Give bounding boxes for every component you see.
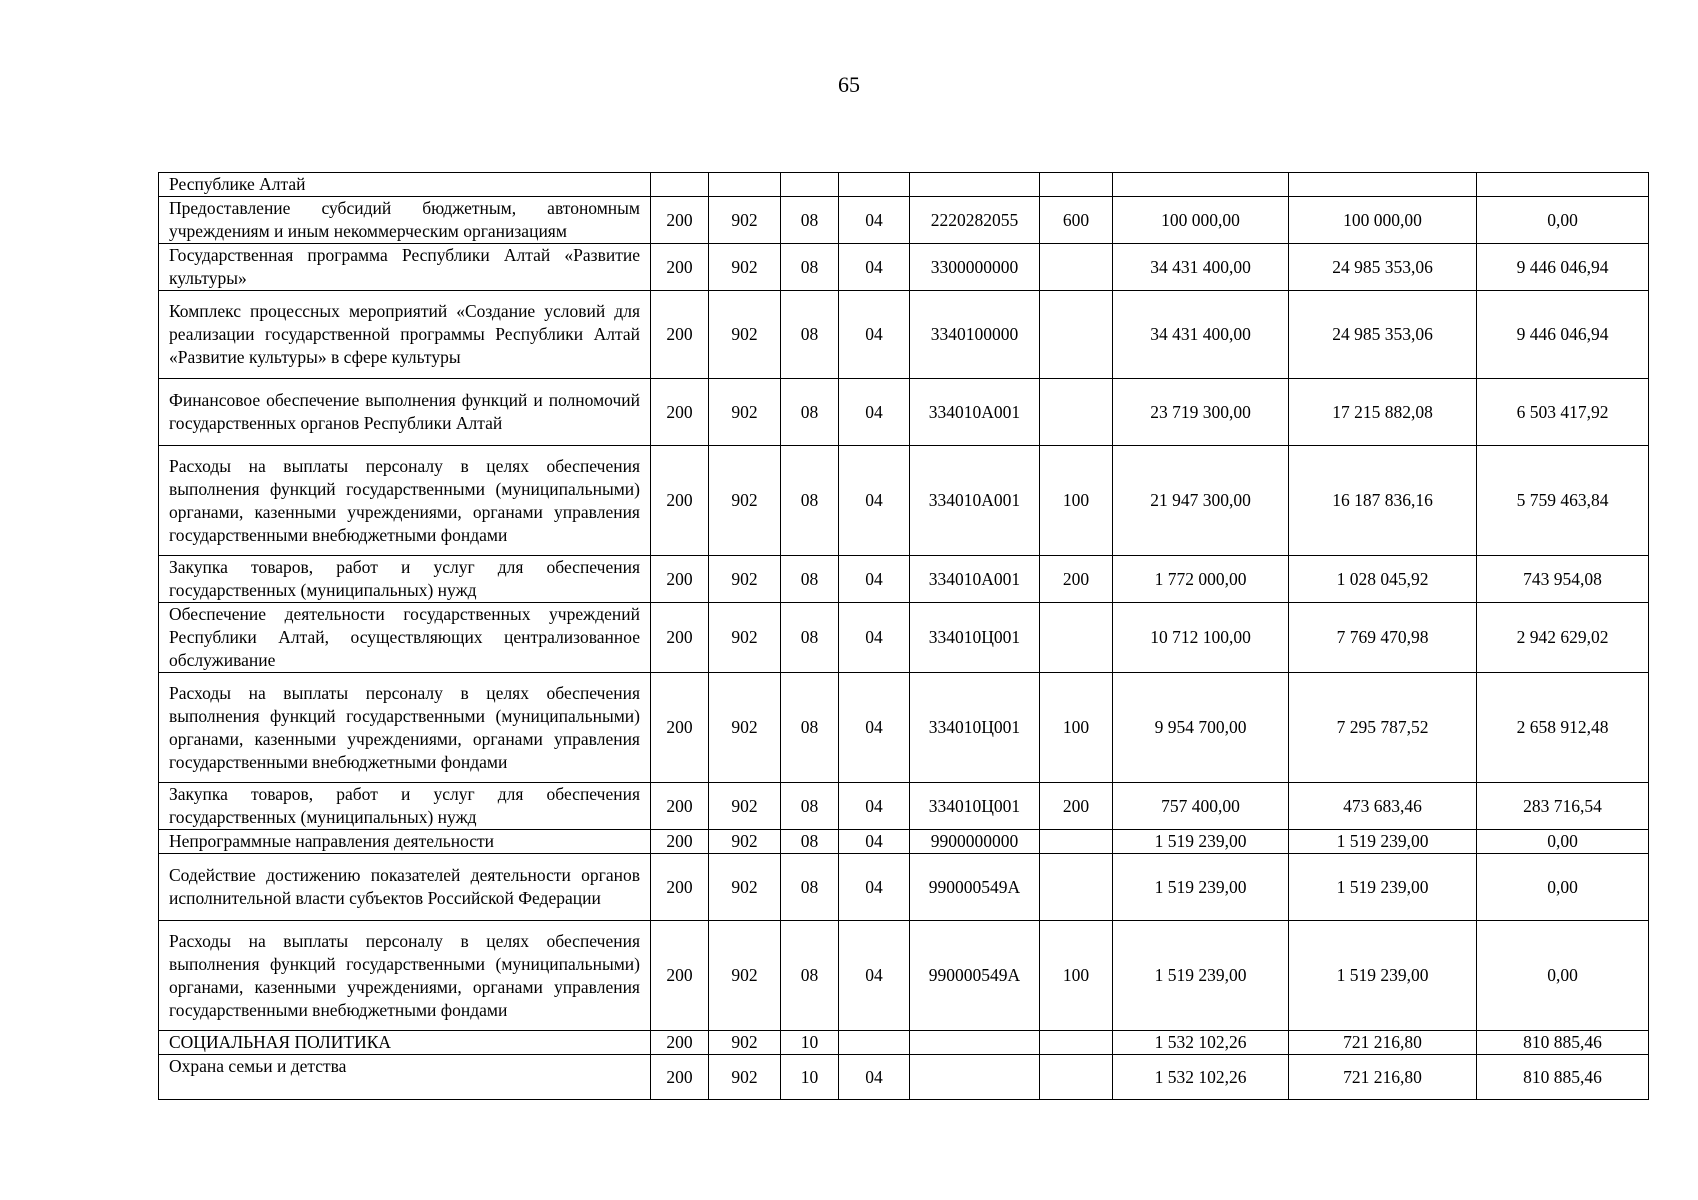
subdivision-cell: 04 — [839, 854, 910, 921]
subdivision-cell: 04 — [839, 446, 910, 556]
budget-table — [158, 172, 1649, 1100]
subdivision-cell — [839, 1031, 910, 1055]
division-cell: 08 — [781, 197, 839, 244]
executed-amount-cell: 1 519 239,00 — [1289, 921, 1477, 1031]
executed-amount-cell — [1289, 173, 1477, 197]
expense-type-cell — [1040, 173, 1113, 197]
planned-amount-cell: 1 519 239,00 — [1113, 921, 1289, 1031]
expense-type-cell — [1040, 830, 1113, 854]
expense-type-cell — [1040, 1031, 1113, 1055]
executed-amount-cell: 16 187 836,16 — [1289, 446, 1477, 556]
section-code-cell: 200 — [651, 446, 709, 556]
section-code-cell: 200 — [651, 830, 709, 854]
table-row — [159, 556, 1649, 603]
subdivision-cell: 04 — [839, 921, 910, 1031]
row-name-cell: Охрана семьи и детства — [159, 1055, 651, 1100]
expense-type-cell — [1040, 854, 1113, 921]
target-article-cell — [910, 1031, 1040, 1055]
division-cell: 08 — [781, 854, 839, 921]
executed-amount-cell: 1 028 045,92 — [1289, 556, 1477, 603]
section-code-cell: 200 — [651, 379, 709, 446]
row-name-cell: Комплекс процессных мероприятий «Создание условий для реализации государственной программы Республики Алтай «Развитие культуры» в сфере культуры — [159, 291, 651, 379]
division-cell: 08 — [781, 446, 839, 556]
remaining-amount-cell: 0,00 — [1477, 197, 1649, 244]
table-row — [159, 379, 1649, 446]
table-row — [159, 921, 1649, 1031]
section-code-cell: 200 — [651, 1031, 709, 1055]
expense-type-cell: 200 — [1040, 783, 1113, 830]
executed-amount-cell: 100 000,00 — [1289, 197, 1477, 244]
planned-amount-cell: 34 431 400,00 — [1113, 291, 1289, 379]
row-name-cell: Закупка товаров, работ и услуг для обеспечения государственных (муниципальных) нужд — [159, 556, 651, 603]
remaining-amount-cell — [1477, 173, 1649, 197]
remaining-amount-cell: 743 954,08 — [1477, 556, 1649, 603]
executed-amount-cell: 24 985 353,06 — [1289, 244, 1477, 291]
ministry-code-cell: 902 — [709, 244, 781, 291]
planned-amount-cell: 1 772 000,00 — [1113, 556, 1289, 603]
executed-amount-cell: 721 216,80 — [1289, 1031, 1477, 1055]
target-article-cell — [910, 1055, 1040, 1100]
subdivision-cell: 04 — [839, 783, 910, 830]
ministry-code-cell: 902 — [709, 921, 781, 1031]
row-name-cell: СОЦИАЛЬНАЯ ПОЛИТИКА — [159, 1031, 651, 1055]
row-name-cell: Расходы на выплаты персоналу в целях обеспечения выполнения функций государственными (муниципальными) органами, казенными учреждениями, органами управления государственными внебюджетными фондами — [159, 446, 651, 556]
remaining-amount-cell: 5 759 463,84 — [1477, 446, 1649, 556]
expense-type-cell: 600 — [1040, 197, 1113, 244]
executed-amount-cell: 24 985 353,06 — [1289, 291, 1477, 379]
row-name-cell: Расходы на выплаты персоналу в целях обеспечения выполнения функций государственными (муниципальными) органами, казенными учреждениями, органами управления государственными внебюджетными фондами — [159, 673, 651, 783]
ministry-code-cell: 902 — [709, 783, 781, 830]
target-article-cell: 3340100000 — [910, 291, 1040, 379]
table-body — [159, 173, 1649, 1100]
expense-type-cell — [1040, 603, 1113, 673]
planned-amount-cell: 757 400,00 — [1113, 783, 1289, 830]
table-row — [159, 1031, 1649, 1055]
ministry-code-cell: 902 — [709, 379, 781, 446]
division-cell: 08 — [781, 783, 839, 830]
division-cell: 10 — [781, 1031, 839, 1055]
expense-type-cell: 100 — [1040, 446, 1113, 556]
planned-amount-cell: 1 519 239,00 — [1113, 854, 1289, 921]
executed-amount-cell: 7 295 787,52 — [1289, 673, 1477, 783]
executed-amount-cell: 17 215 882,08 — [1289, 379, 1477, 446]
remaining-amount-cell: 9 446 046,94 — [1477, 291, 1649, 379]
ministry-code-cell: 902 — [709, 673, 781, 783]
target-article-cell: 334010А001 — [910, 379, 1040, 446]
section-code-cell: 200 — [651, 197, 709, 244]
table-row — [159, 603, 1649, 673]
expense-type-cell — [1040, 1055, 1113, 1100]
section-code-cell: 200 — [651, 921, 709, 1031]
target-article-cell — [910, 173, 1040, 197]
planned-amount-cell: 1 532 102,26 — [1113, 1055, 1289, 1100]
section-code-cell: 200 — [651, 673, 709, 783]
row-name-cell: Республике Алтай — [159, 173, 651, 197]
ministry-code-cell: 902 — [709, 1055, 781, 1100]
target-article-cell: 990000549А — [910, 854, 1040, 921]
planned-amount-cell: 34 431 400,00 — [1113, 244, 1289, 291]
section-code-cell — [651, 173, 709, 197]
expense-type-cell — [1040, 291, 1113, 379]
section-code-cell: 200 — [651, 291, 709, 379]
target-article-cell: 334010Ц001 — [910, 783, 1040, 830]
remaining-amount-cell: 6 503 417,92 — [1477, 379, 1649, 446]
remaining-amount-cell: 2 942 629,02 — [1477, 603, 1649, 673]
table-row — [159, 244, 1649, 291]
target-article-cell: 334010Ц001 — [910, 673, 1040, 783]
target-article-cell: 3300000000 — [910, 244, 1040, 291]
remaining-amount-cell: 2 658 912,48 — [1477, 673, 1649, 783]
row-name-cell: Предоставление субсидий бюджетным, автономным учреждениям и иным некоммерческим организациям — [159, 197, 651, 244]
division-cell — [781, 173, 839, 197]
section-code-cell: 200 — [651, 783, 709, 830]
expense-type-cell: 100 — [1040, 673, 1113, 783]
expense-type-cell — [1040, 379, 1113, 446]
table-row — [159, 1055, 1649, 1100]
subdivision-cell: 04 — [839, 603, 910, 673]
row-name-cell: Обеспечение деятельности государственных учреждений Республики Алтай, осуществляющих централизованное обслуживание — [159, 603, 651, 673]
target-article-cell: 334010Ц001 — [910, 603, 1040, 673]
section-code-cell: 200 — [651, 854, 709, 921]
planned-amount-cell: 21 947 300,00 — [1113, 446, 1289, 556]
planned-amount-cell: 1 519 239,00 — [1113, 830, 1289, 854]
division-cell: 08 — [781, 556, 839, 603]
table-row — [159, 830, 1649, 854]
division-cell: 08 — [781, 673, 839, 783]
ministry-code-cell: 902 — [709, 291, 781, 379]
table-row — [159, 197, 1649, 244]
planned-amount-cell: 9 954 700,00 — [1113, 673, 1289, 783]
division-cell: 10 — [781, 1055, 839, 1100]
target-article-cell: 9900000000 — [910, 830, 1040, 854]
section-code-cell: 200 — [651, 556, 709, 603]
remaining-amount-cell: 0,00 — [1477, 854, 1649, 921]
expense-type-cell: 100 — [1040, 921, 1113, 1031]
division-cell: 08 — [781, 291, 839, 379]
subdivision-cell: 04 — [839, 197, 910, 244]
ministry-code-cell: 902 — [709, 1031, 781, 1055]
executed-amount-cell: 1 519 239,00 — [1289, 854, 1477, 921]
planned-amount-cell: 23 719 300,00 — [1113, 379, 1289, 446]
subdivision-cell: 04 — [839, 379, 910, 446]
ministry-code-cell: 902 — [709, 830, 781, 854]
planned-amount-cell: 1 532 102,26 — [1113, 1031, 1289, 1055]
section-code-cell: 200 — [651, 244, 709, 291]
remaining-amount-cell: 810 885,46 — [1477, 1031, 1649, 1055]
row-name-cell: Государственная программа Республики Алтай «Развитие культуры» — [159, 244, 651, 291]
ministry-code-cell: 902 — [709, 603, 781, 673]
row-name-cell: Содействие достижению показателей деятельности органов исполнительной власти субъектов Российской Федерации — [159, 854, 651, 921]
subdivision-cell: 04 — [839, 1055, 910, 1100]
subdivision-cell: 04 — [839, 830, 910, 854]
division-cell: 08 — [781, 244, 839, 291]
ministry-code-cell: 902 — [709, 197, 781, 244]
subdivision-cell: 04 — [839, 291, 910, 379]
planned-amount-cell — [1113, 173, 1289, 197]
target-article-cell: 334010А001 — [910, 446, 1040, 556]
target-article-cell: 2220282055 — [910, 197, 1040, 244]
ministry-code-cell: 902 — [709, 854, 781, 921]
row-name-cell: Финансовое обеспечение выполнения функций и полномочий государственных органов Республики Алтай — [159, 379, 651, 446]
executed-amount-cell: 473 683,46 — [1289, 783, 1477, 830]
page-number: 65 — [838, 72, 860, 97]
section-code-cell: 200 — [651, 603, 709, 673]
division-cell: 08 — [781, 603, 839, 673]
ministry-code-cell: 902 — [709, 446, 781, 556]
row-name-cell: Расходы на выплаты персоналу в целях обеспечения выполнения функций государственными (муниципальными) органами, казенными учреждениями, органами управления государственными внебюджетными фондами — [159, 921, 651, 1031]
table-row — [159, 673, 1649, 783]
remaining-amount-cell: 0,00 — [1477, 921, 1649, 1031]
table-row — [159, 446, 1649, 556]
executed-amount-cell: 721 216,80 — [1289, 1055, 1477, 1100]
remaining-amount-cell: 0,00 — [1477, 830, 1649, 854]
table-row — [159, 854, 1649, 921]
target-article-cell: 334010А001 — [910, 556, 1040, 603]
division-cell: 08 — [781, 830, 839, 854]
ministry-code-cell — [709, 173, 781, 197]
subdivision-cell: 04 — [839, 244, 910, 291]
remaining-amount-cell: 810 885,46 — [1477, 1055, 1649, 1100]
row-name-cell: Закупка товаров, работ и услуг для обеспечения государственных (муниципальных) нужд — [159, 783, 651, 830]
executed-amount-cell: 7 769 470,98 — [1289, 603, 1477, 673]
division-cell: 08 — [781, 379, 839, 446]
subdivision-cell — [839, 173, 910, 197]
planned-amount-cell: 10 712 100,00 — [1113, 603, 1289, 673]
executed-amount-cell: 1 519 239,00 — [1289, 830, 1477, 854]
table-row — [159, 783, 1649, 830]
target-article-cell: 990000549А — [910, 921, 1040, 1031]
remaining-amount-cell: 9 446 046,94 — [1477, 244, 1649, 291]
row-name-cell: Непрограммные направления деятельности — [159, 830, 651, 854]
table-row — [159, 291, 1649, 379]
expense-type-cell — [1040, 244, 1113, 291]
remaining-amount-cell: 283 716,54 — [1477, 783, 1649, 830]
expense-type-cell: 200 — [1040, 556, 1113, 603]
ministry-code-cell: 902 — [709, 556, 781, 603]
section-code-cell: 200 — [651, 1055, 709, 1100]
planned-amount-cell: 100 000,00 — [1113, 197, 1289, 244]
table-row — [159, 173, 1649, 197]
subdivision-cell: 04 — [839, 556, 910, 603]
division-cell: 08 — [781, 921, 839, 1031]
subdivision-cell: 04 — [839, 673, 910, 783]
